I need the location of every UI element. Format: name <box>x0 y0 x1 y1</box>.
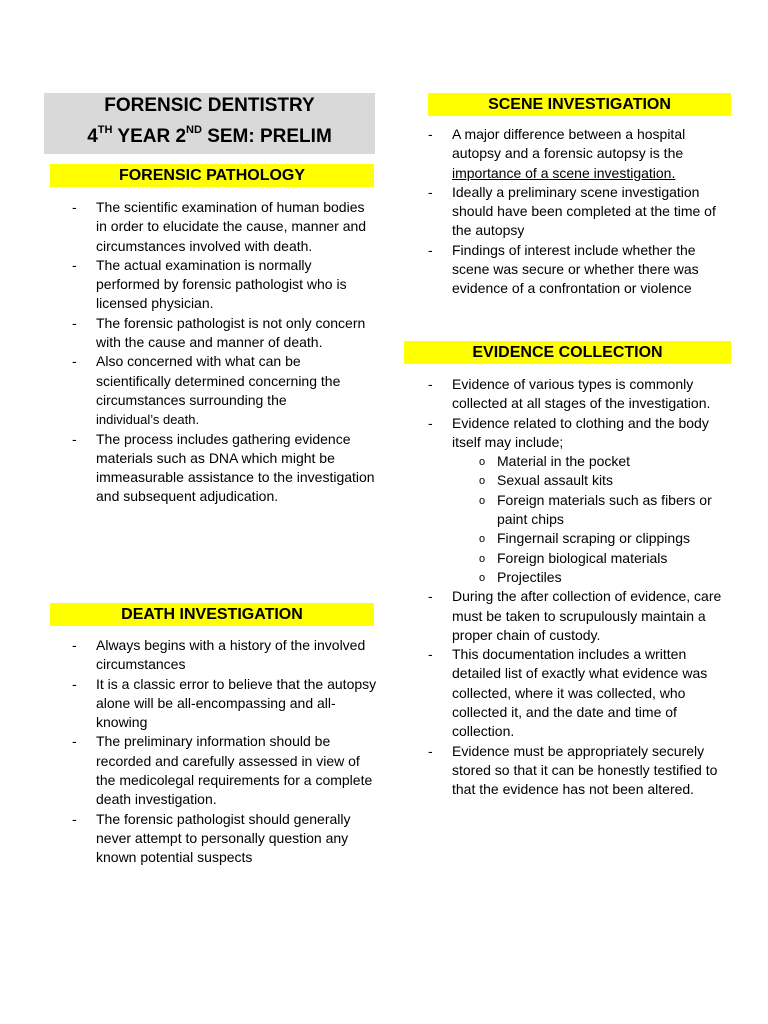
list-item-text-continued: individual’s death. <box>96 412 200 428</box>
subtitle-year-suffix: TH <box>97 124 113 136</box>
sub-list-item: o Fingernail scraping or clippings <box>452 529 735 548</box>
list-item: - The process includes gathering evidence materials such as DNA which might be immeasurable assistance to the investigation and subsequent adjudication. <box>44 430 379 507</box>
list-item: - The scientific examination of human bodies in order to elucidate the cause, manner and circumstances involved with death. <box>44 198 379 256</box>
list-item-text: A major difference between a hospital autopsy and a forensic autopsy is the <box>452 126 686 162</box>
list-item: - It is a classic error to believe that the autopsy alone will be all-encompassing and all-knowing <box>44 675 379 733</box>
list-item <box>400 414 735 588</box>
list-item: - During the after collection of evidence, care must be taken to scrupulously maintain a proper chain of custody. <box>400 587 735 645</box>
list-death-investigation <box>44 636 379 868</box>
list-item-text: Also concerned with what can be scientifically determined concerning the circumstances surrounding the <box>96 353 341 408</box>
sub-list-item: o Foreign biological materials <box>452 549 735 568</box>
title-text: FORENSIC DENTISTRY <box>104 95 315 116</box>
list-item <box>400 125 735 183</box>
list-item: - This documentation includes a written detailed list of exactly what evidence was collected, where it was collected, who collected it, and the date and time of collection. <box>400 645 735 741</box>
subtitle-sem-suffix: ND <box>186 124 202 136</box>
list-item: - Evidence must be appropriately securely stored so that it can be honestly testified to that the evidence has not been altered. <box>400 742 735 800</box>
subtitle-exam: SEM: PRELIM <box>201 126 332 147</box>
list-item: - The forensic pathologist should generally never attempt to personally question any known potential suspects <box>44 810 379 868</box>
subtitle-year-number: 4 <box>87 126 98 147</box>
list-scene-investigation <box>400 125 735 299</box>
list-item: - The actual examination is normally performed by forensic pathologist who is licensed physician. <box>44 256 379 314</box>
sub-list-item: o Projectiles <box>452 568 735 587</box>
list-evidence-collection <box>400 375 735 800</box>
sub-list-evidence-types <box>452 452 735 587</box>
heading-evidence-collection: EVIDENCE COLLECTION <box>404 341 731 364</box>
list-item: - The forensic pathologist is not only concern with the cause and manner of death. <box>44 314 379 353</box>
list-forensic-pathology <box>44 198 379 507</box>
heading-forensic-pathology: FORENSIC PATHOLOGY <box>50 164 374 187</box>
list-item: - Ideally a preliminary scene investigation should have been completed at the time of the autopsy <box>400 183 735 241</box>
list-item-text: Evidence related to clothing and the body itself may include; <box>452 414 709 450</box>
subtitle-sem-number: YEAR 2 <box>112 126 187 147</box>
underlined-text: importance of a scene investigation. <box>452 164 676 181</box>
list-item <box>44 352 379 429</box>
list-item: - Evidence of various types is commonly collected at all stages of the investigation. <box>400 375 735 414</box>
list-item: - Findings of interest include whether the scene was secure or whether there was evidence of a confrontation or violence <box>400 241 735 299</box>
document-title <box>44 95 375 117</box>
document-subtitle <box>44 126 375 148</box>
sub-list-item: o Sexual assault kits <box>452 471 735 490</box>
sub-list-item: o Foreign materials such as fibers or paint chips <box>452 491 735 530</box>
heading-scene-investigation: SCENE INVESTIGATION <box>428 93 731 116</box>
heading-death-investigation: DEATH INVESTIGATION <box>50 603 374 626</box>
list-item: - The preliminary information should be recorded and carefully assessed in view of the medicolegal requirements for a complete death investigation. <box>44 732 379 809</box>
title-block <box>44 93 375 154</box>
sub-list-item: o Material in the pocket <box>452 452 735 471</box>
list-item: - Always begins with a history of the involved circumstances <box>44 636 379 675</box>
